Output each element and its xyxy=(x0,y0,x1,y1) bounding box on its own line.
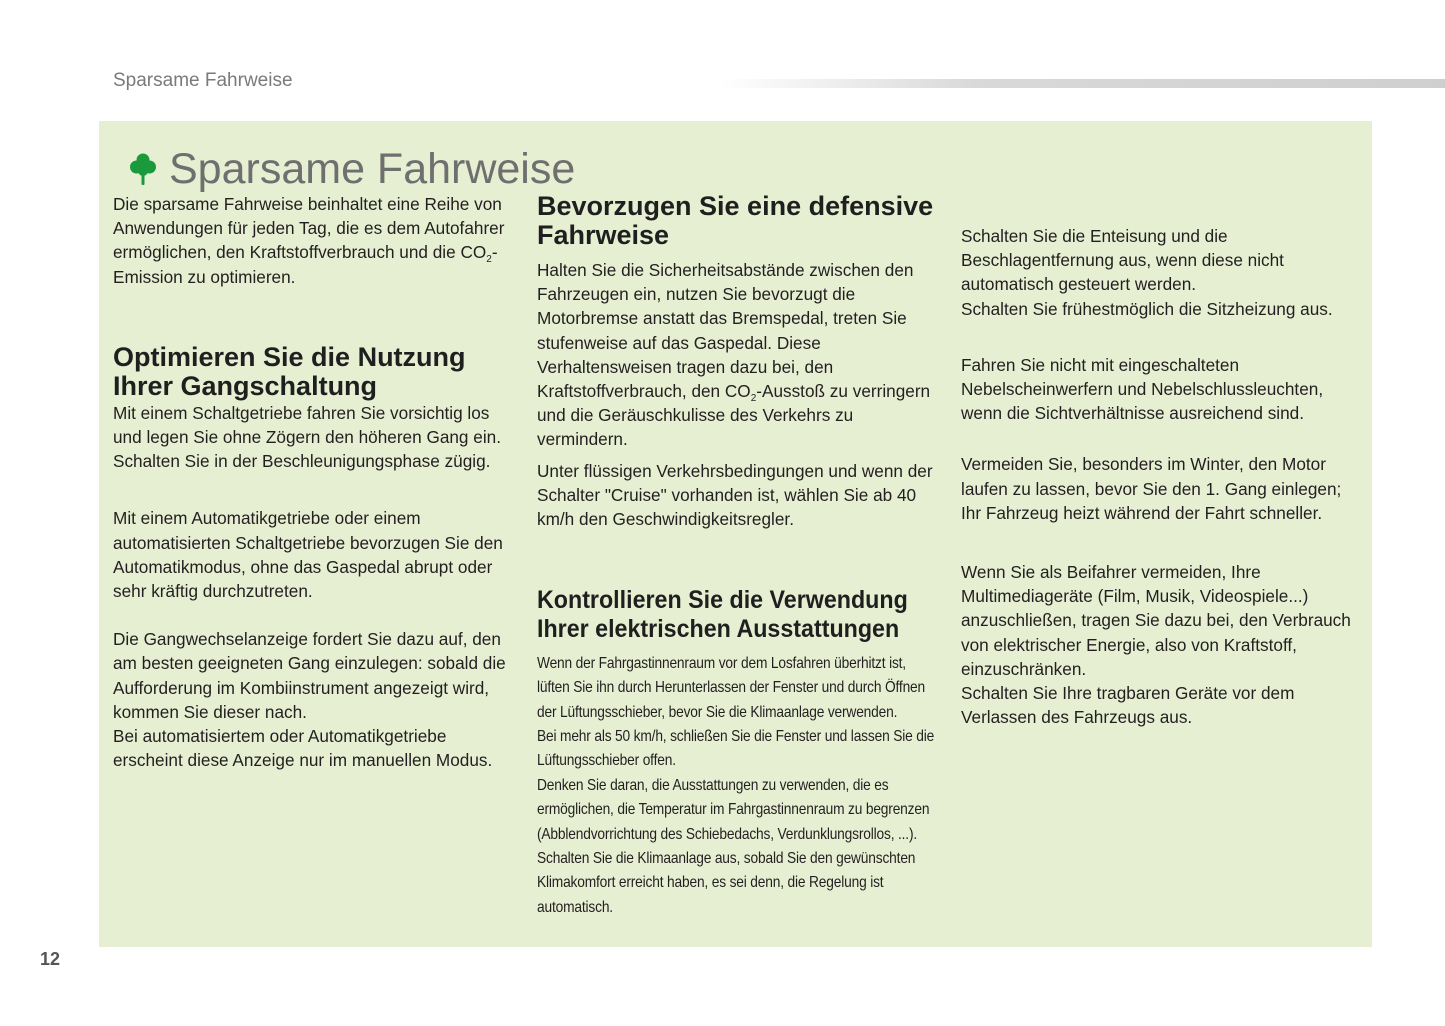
running-header: Sparsame Fahrweise xyxy=(113,70,293,91)
heading-electrical-line1: Kontrollieren Sie die Verwendung xyxy=(537,586,908,615)
paragraph-engine-idle: Vermeiden Sie, besonders im Winter, den Motor laufen zu lassen, bevor Sie den 1. Gang einlegen; Ihr Fahrzeug heizt während der Fahrt schneller. xyxy=(961,454,1342,523)
intro-paragraph: Die sparsame Fahrweise beinhaltet eine Reihe von Anwendungen für jeden Tag, die es dem Autofahrer ermöglichen, den Kraftstoffverbrauch und die $CO_2$-Emission zu optimieren. xyxy=(113,194,505,287)
column-right xyxy=(961,224,1361,729)
paragraph-gear-indicator-automatic: Bei automatisiertem oder Automatikgetriebe erscheint diese Anzeige nur im manuellen Modus. xyxy=(113,726,493,771)
paragraph-windows-50kmh: Bei mehr als 50 km/h, schließen Sie die Fenster und lassen Sie die Lüftungsschieber offen. xyxy=(537,728,935,770)
paragraph-seat-heating: Schalten Sie frühestmöglich die Sitzheizung aus. xyxy=(961,298,1333,319)
paragraph-defrost: Schalten Sie die Enteisung und die Beschlagentfernung aus, wenn diese nicht automatisch gesteuert werden. xyxy=(961,226,1284,295)
paragraph-cruise-control: Unter flüssigen Verkehrsbedingungen und wenn der Schalter "Cruise" vorhanden ist, wählen Sie ab 40 km/h den Geschwindigkeitsregler. xyxy=(537,460,933,530)
section-title xyxy=(129,143,575,195)
paragraph-ventilation-text: Wenn der Fahrgastinnenraum vor dem Losfahren überhitzt ist, lüften Sie ihn durch Herunterlassen der Fenster und durch Öffnen der Lüftungsschieber, bevor Sie die Klimaanlage verwenden. xyxy=(537,655,926,721)
paragraph-fog-lights: Fahren Sie nicht mit eingeschalteten Nebelscheinwerfern und Nebelschlussleuchten, wenn die Sichtverhältnisse ausreichend sind. xyxy=(961,354,1324,424)
paragraph-manual-gearbox: Mit einem Schaltgetriebe fahren Sie vorsichtig los und legen Sie ohne Zögern den höheren Gang ein. Schalten Sie in der Beschleunigungsphase zügig. xyxy=(113,402,501,472)
paragraph-defensive-driving: Halten Sie die Sicherheitsabstände zwischen den Fahrzeugen ein, nutzen Sie bevorzugt die Motorbremse anstatt das Bremspedal, treten Sie stufenweise auf das Gaspedal. Diese Verhaltensweisen tragen dazu bei, den Kraftstoffverbrauch, den $CO_2$-Ausstoß zu verringern und die Geräuschkulisse des Verkehrs zu vermindern. xyxy=(537,260,931,450)
paragraph-air-conditioning: Schalten Sie die Klimaanlage aus, sobald Sie den gewünschten Klimakomfort erreicht haben, es sei denn, die Regelung ist automatisch. xyxy=(537,850,916,916)
paragraph-portable-devices: Schalten Sie Ihre tragbaren Geräte vor dem Verlassen des Fahrzeugs aus. xyxy=(961,683,1295,728)
heading-electrical-line2: Ihrer elektrischen Ausstattungen xyxy=(537,615,900,644)
paragraph-multimedia: Wenn Sie als Beifahrer vermeiden, Ihre Multimediageräte (Film, Musik, Videospiele...) anzuschließen, tragen Sie dazu bei, den Verbrauch von elektrischer Energie, also von Kraftstoff, einzuschränken. xyxy=(961,562,1351,679)
page-number: 12 xyxy=(40,949,61,969)
paragraph-temperature-equipment: Denken Sie daran, die Ausstattungen zu verwenden, die es ermöglichen, die Temperatur im Fahrgastinnenraum zu begrenzen (Abblendvorrichtung des Schiebedachs, Verdunklungsrollos, ...). xyxy=(537,777,930,843)
clover-icon xyxy=(129,152,157,186)
header-rule xyxy=(720,79,1445,88)
heading-electrical-equipment xyxy=(537,586,942,644)
column-left xyxy=(113,192,513,772)
heading-gear-usage: Optimieren Sie die Nutzung Ihrer Gangschaltung xyxy=(113,341,466,401)
paragraph-gear-indicator: Die Gangwechselanzeige fordert Sie dazu auf, den am besten geeigneten Gang einzulegen: sobald die Aufforderung im Kombiinstrument angezeigt wird, kommen Sie dieser nach. xyxy=(113,629,506,722)
paragraph-automatic-gearbox: Mit einem Automatikgetriebe oder einem automatisierten Schaltgetriebe bevorzugen Sie den Automatikmodus, ohne das Gaspedal abrupt oder sehr kräftig durchzutreten. xyxy=(113,508,503,602)
page-title: Sparsame Fahrweise xyxy=(169,145,576,193)
heading-defensive-driving: Bevorzugen Sie eine defensive Fahrweise xyxy=(537,191,934,250)
